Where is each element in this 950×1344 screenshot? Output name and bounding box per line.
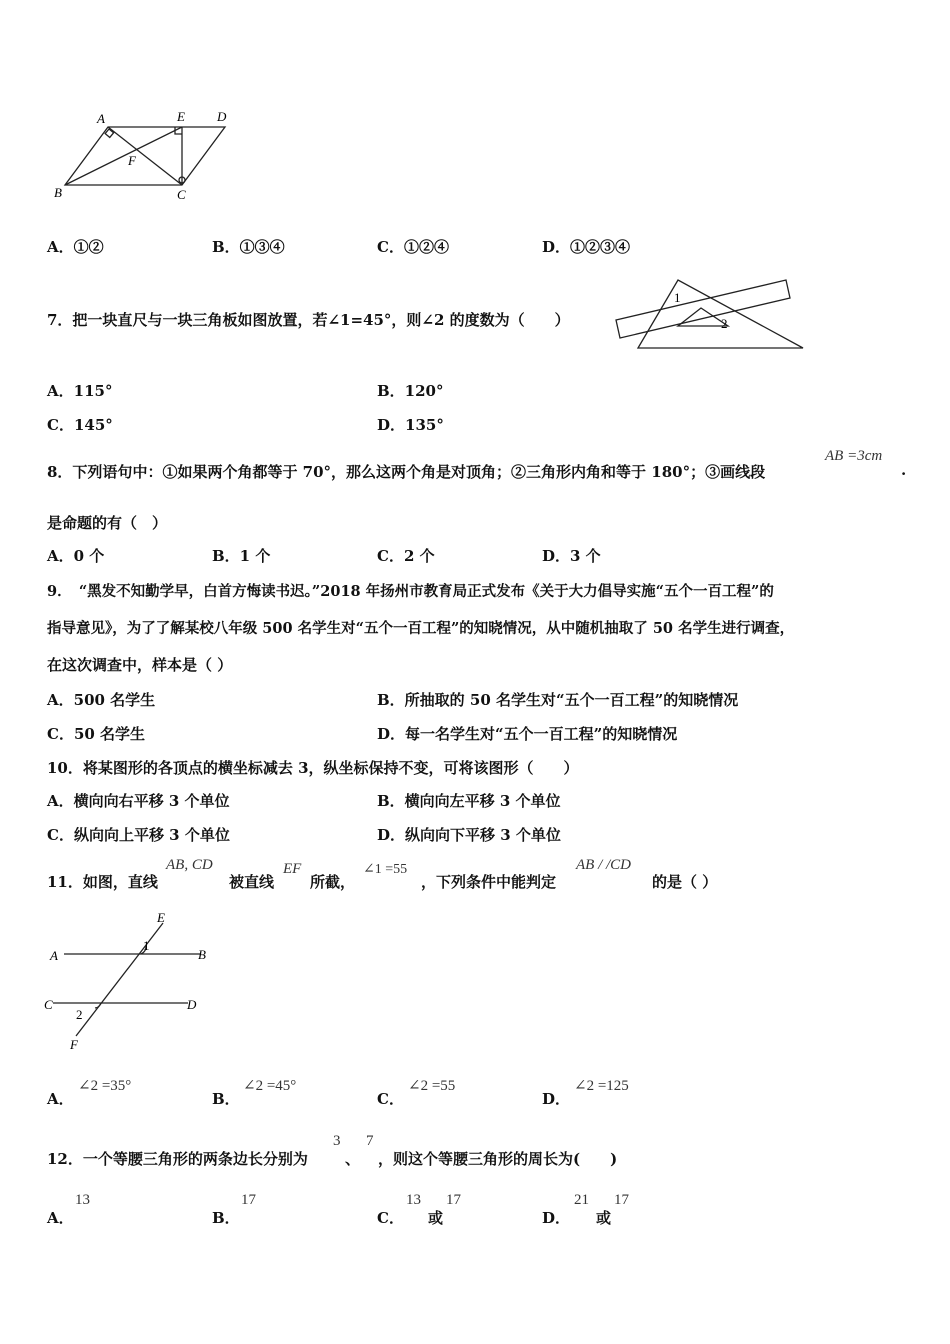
q11-text-1: 11．如图，直线 [47,873,158,891]
q7-option-b: B．120° [377,382,444,400]
ruler-triangle-figure [608,268,813,358]
q11-option-a-letter: A． [47,1090,74,1108]
fig6-label-c: C [177,187,186,202]
q6-option-d: D．①②③④ [542,238,631,256]
q10-option-a: A．横向向右平移 3 个单位 [47,792,230,810]
q11-text-5: 的是（ ） [652,873,718,891]
q11-fig-label-b: B [198,947,206,962]
q11-fig-label-e: E [157,910,165,925]
q12-option-b-letter: B． [212,1209,240,1227]
q9-line-3: 在这次调查中，样本是（ ） [47,656,233,674]
q12-option-a-letter: A． [47,1209,74,1227]
q12-option-c-or: 或 [428,1209,444,1227]
q12-option-c-letter: C． [377,1209,404,1227]
q11-option-d-letter: D． [542,1090,571,1108]
q6-option-c: C．①②④ [377,238,449,256]
fig6-label-f: F [128,153,136,168]
q8-option-c: C．2 个 [377,547,435,565]
parallelogram-figure [45,105,245,205]
q8-option-d: D．3 个 [542,547,601,565]
q12-math-3: 3 [333,1133,341,1149]
fig6-label-a: A [97,111,105,126]
q9-option-b: B．所抽取的 50 名学生对“五个一百工程”的知晓情况 [377,691,739,709]
transversal-figure [40,908,220,1056]
q12-option-a-value: 13 [75,1192,90,1208]
q9-option-d: D．每一名学生对“五个一百工程”的知晓情况 [377,725,678,743]
q11-fig-label-2: 2 [76,1007,83,1022]
q9-line-1: 9． “黑发不知勤学早，白首方悔读书迟。”2018 年扬州市教育局正式发布《关于大力倡导实施“五个一百工程”的 [47,583,774,600]
q7-text: 7．把一块直尺与一块三角板如图放置，若∠1=45°，则∠2 的度数为（ ） [47,311,570,329]
q11-text-2: 被直线 [229,873,275,891]
q11-fig-label-1: 1 [143,938,150,953]
q11-option-c-value: ∠2 =55 [408,1078,456,1094]
q11-text-3: 所截， [310,873,356,891]
q10-option-d: D．纵向向下平移 3 个单位 [377,826,561,844]
q7-option-a: A．115° [47,382,113,400]
q11-math-angle1: ∠1 =55 [363,862,408,877]
q11-math-ab-cd: AB, CD [166,857,213,873]
q8-option-a: A．0 个 [47,547,105,565]
fig6-label-d: D [217,109,227,124]
q10-text: 10．将某图形的各顶点的横坐标减去 3，纵坐标保持不变，可将该图形（ ） [47,759,579,777]
q12-option-c-value-2: 17 [446,1192,461,1208]
q8-option-b: B．1 个 [212,547,271,565]
q12-option-d-value-2: 17 [614,1192,629,1208]
q12-option-d-value-1: 21 [574,1192,589,1208]
q12-option-d-letter: D． [542,1209,571,1227]
q9-line-2: 指导意见》，为了了解某校八年级 500 名学生对“五个一百工程”的知晓情况，从中随机抽取了 50 名学生进行调查， [47,620,795,637]
q7-fig-label-1: 1 [674,290,681,305]
q11-option-c-letter: C． [377,1090,404,1108]
q9-option-c: C．50 名学生 [47,725,146,743]
q7-option-d: D．135° [377,416,444,434]
fig6-label-b: B [54,185,62,200]
q11-option-d-value: ∠2 =125 [574,1078,629,1094]
fig6-label-e: E [177,109,185,124]
q11-text-4: ，下列条件中能判定 [421,873,557,891]
q11-option-b-letter: B． [212,1090,240,1108]
q11-math-ef: EF [283,861,302,877]
q11-fig-label-c: C [44,997,53,1012]
q11-fig-label-f: F [70,1037,78,1052]
q8-math-ab: AB =3cm [825,448,883,464]
q10-option-b: B．横向向左平移 3 个单位 [377,792,561,810]
q11-fig-label-d: D [187,997,197,1012]
q6-option-b: B．①③④ [212,238,285,256]
q11-math-parallel: AB / /CD [576,857,631,873]
q12-text-2: 、 [345,1150,361,1168]
q8-text-a: 8．下列语句中：①如果两个角都等于 70°，那么这两个角是对顶角；②三角形内角和等于 180°；③画线段 [47,463,766,481]
q11-fig-label-a: A [50,948,58,963]
q12-math-7: 7 [366,1133,374,1149]
q12-option-d-or: 或 [596,1209,612,1227]
q11-option-b-value: ∠2 =45° [243,1078,297,1094]
q7-fig-label-2: 2 [721,316,728,331]
q12-option-b-value: 17 [241,1192,256,1208]
q12-text-1: 12．一个等腰三角形的两条边长分别为 [47,1150,308,1168]
q10-option-c: C．纵向向上平移 3 个单位 [47,826,230,844]
q9-option-a: A．500 名学生 [47,691,156,709]
q8-text-b: 是命题的有（ ） [47,514,168,532]
q11-option-a-value: ∠2 =35° [78,1078,132,1094]
q7-option-c: C．145° [47,416,113,434]
q12-text-3: ，则这个等腰三角形的周长为( ) [378,1150,618,1168]
q12-option-c-value-1: 13 [406,1192,421,1208]
q8-dot: . [901,461,907,479]
q6-option-a: A．①② [47,238,104,256]
